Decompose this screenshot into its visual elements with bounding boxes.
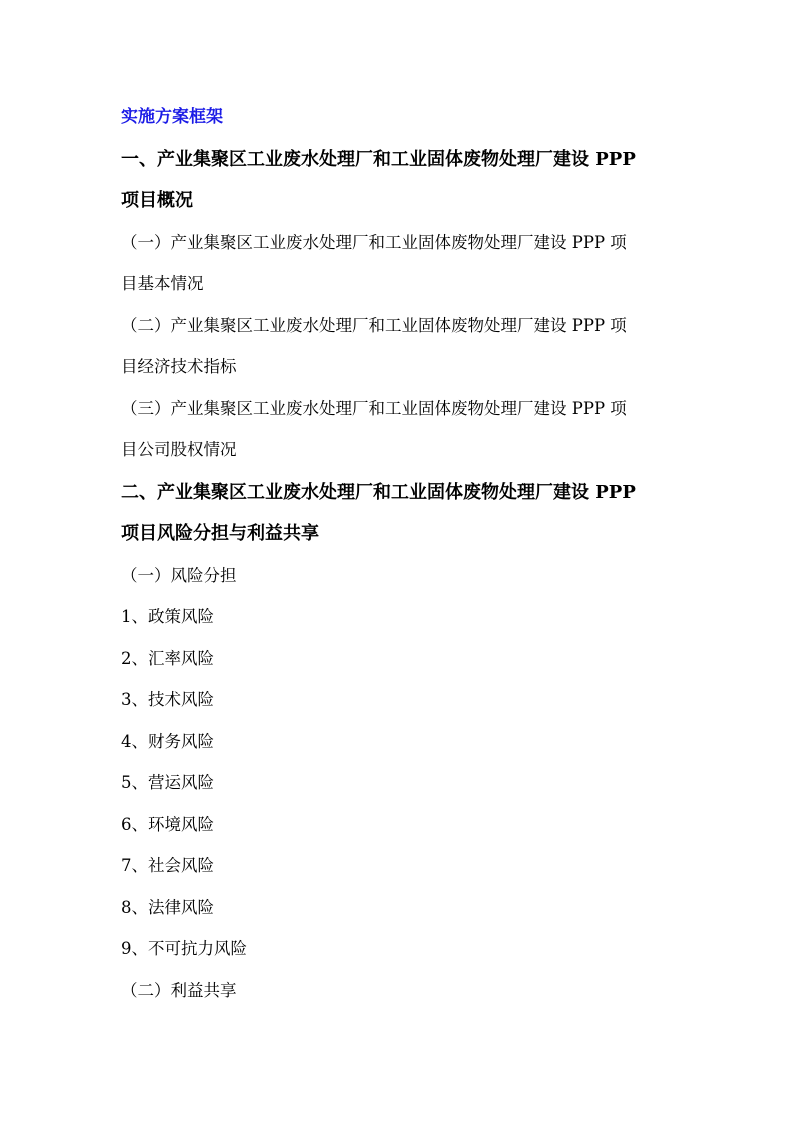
section2-sub1: （一）风险分担 bbox=[121, 566, 237, 585]
risk-item-operational: 5、营运风险 bbox=[121, 773, 214, 792]
section1-sub3-line2: 目公司股权情况 bbox=[121, 440, 237, 459]
risk-item-force-majeure: 9、不可抗力风险 bbox=[121, 939, 247, 958]
risk-item-technical: 3、技术风险 bbox=[121, 690, 214, 709]
section2-sub2: （二）利益共享 bbox=[121, 981, 237, 1000]
risk-item-exchange-rate: 2、汇率风险 bbox=[121, 649, 214, 668]
section1-sub3-line1: （三）产业集聚区工业废水处理厂和工业固体废物处理厂建设 PPP 项 bbox=[121, 399, 627, 418]
section1-sub1-line1: （一）产业集聚区工业废水处理厂和工业固体废物处理厂建设 PPP 项 bbox=[121, 233, 627, 252]
risk-item-policy: 1、政策风险 bbox=[121, 607, 214, 626]
document-title: 实施方案框架 bbox=[121, 107, 223, 127]
section1-heading-line1: 一、产业集聚区工业废水处理厂和工业固体废物处理厂建设 PPP bbox=[121, 149, 636, 170]
section2-heading-line2: 项目风险分担与利益共享 bbox=[121, 523, 319, 544]
section1-sub1-line2: 目基本情况 bbox=[121, 274, 204, 293]
risk-item-social: 7、社会风险 bbox=[121, 856, 214, 875]
section1-sub2-line2: 目经济技术指标 bbox=[121, 357, 237, 376]
section1-sub2-line1: （二）产业集聚区工业废水处理厂和工业固体废物处理厂建设 PPP 项 bbox=[121, 316, 627, 335]
section1-heading-line2: 项目概况 bbox=[121, 190, 193, 211]
risk-item-financial: 4、财务风险 bbox=[121, 732, 214, 751]
risk-item-environmental: 6、环境风险 bbox=[121, 815, 214, 834]
risk-item-legal: 8、法律风险 bbox=[121, 898, 214, 917]
section2-heading-line1: 二、产业集聚区工业废水处理厂和工业固体废物处理厂建设 PPP bbox=[121, 482, 636, 503]
